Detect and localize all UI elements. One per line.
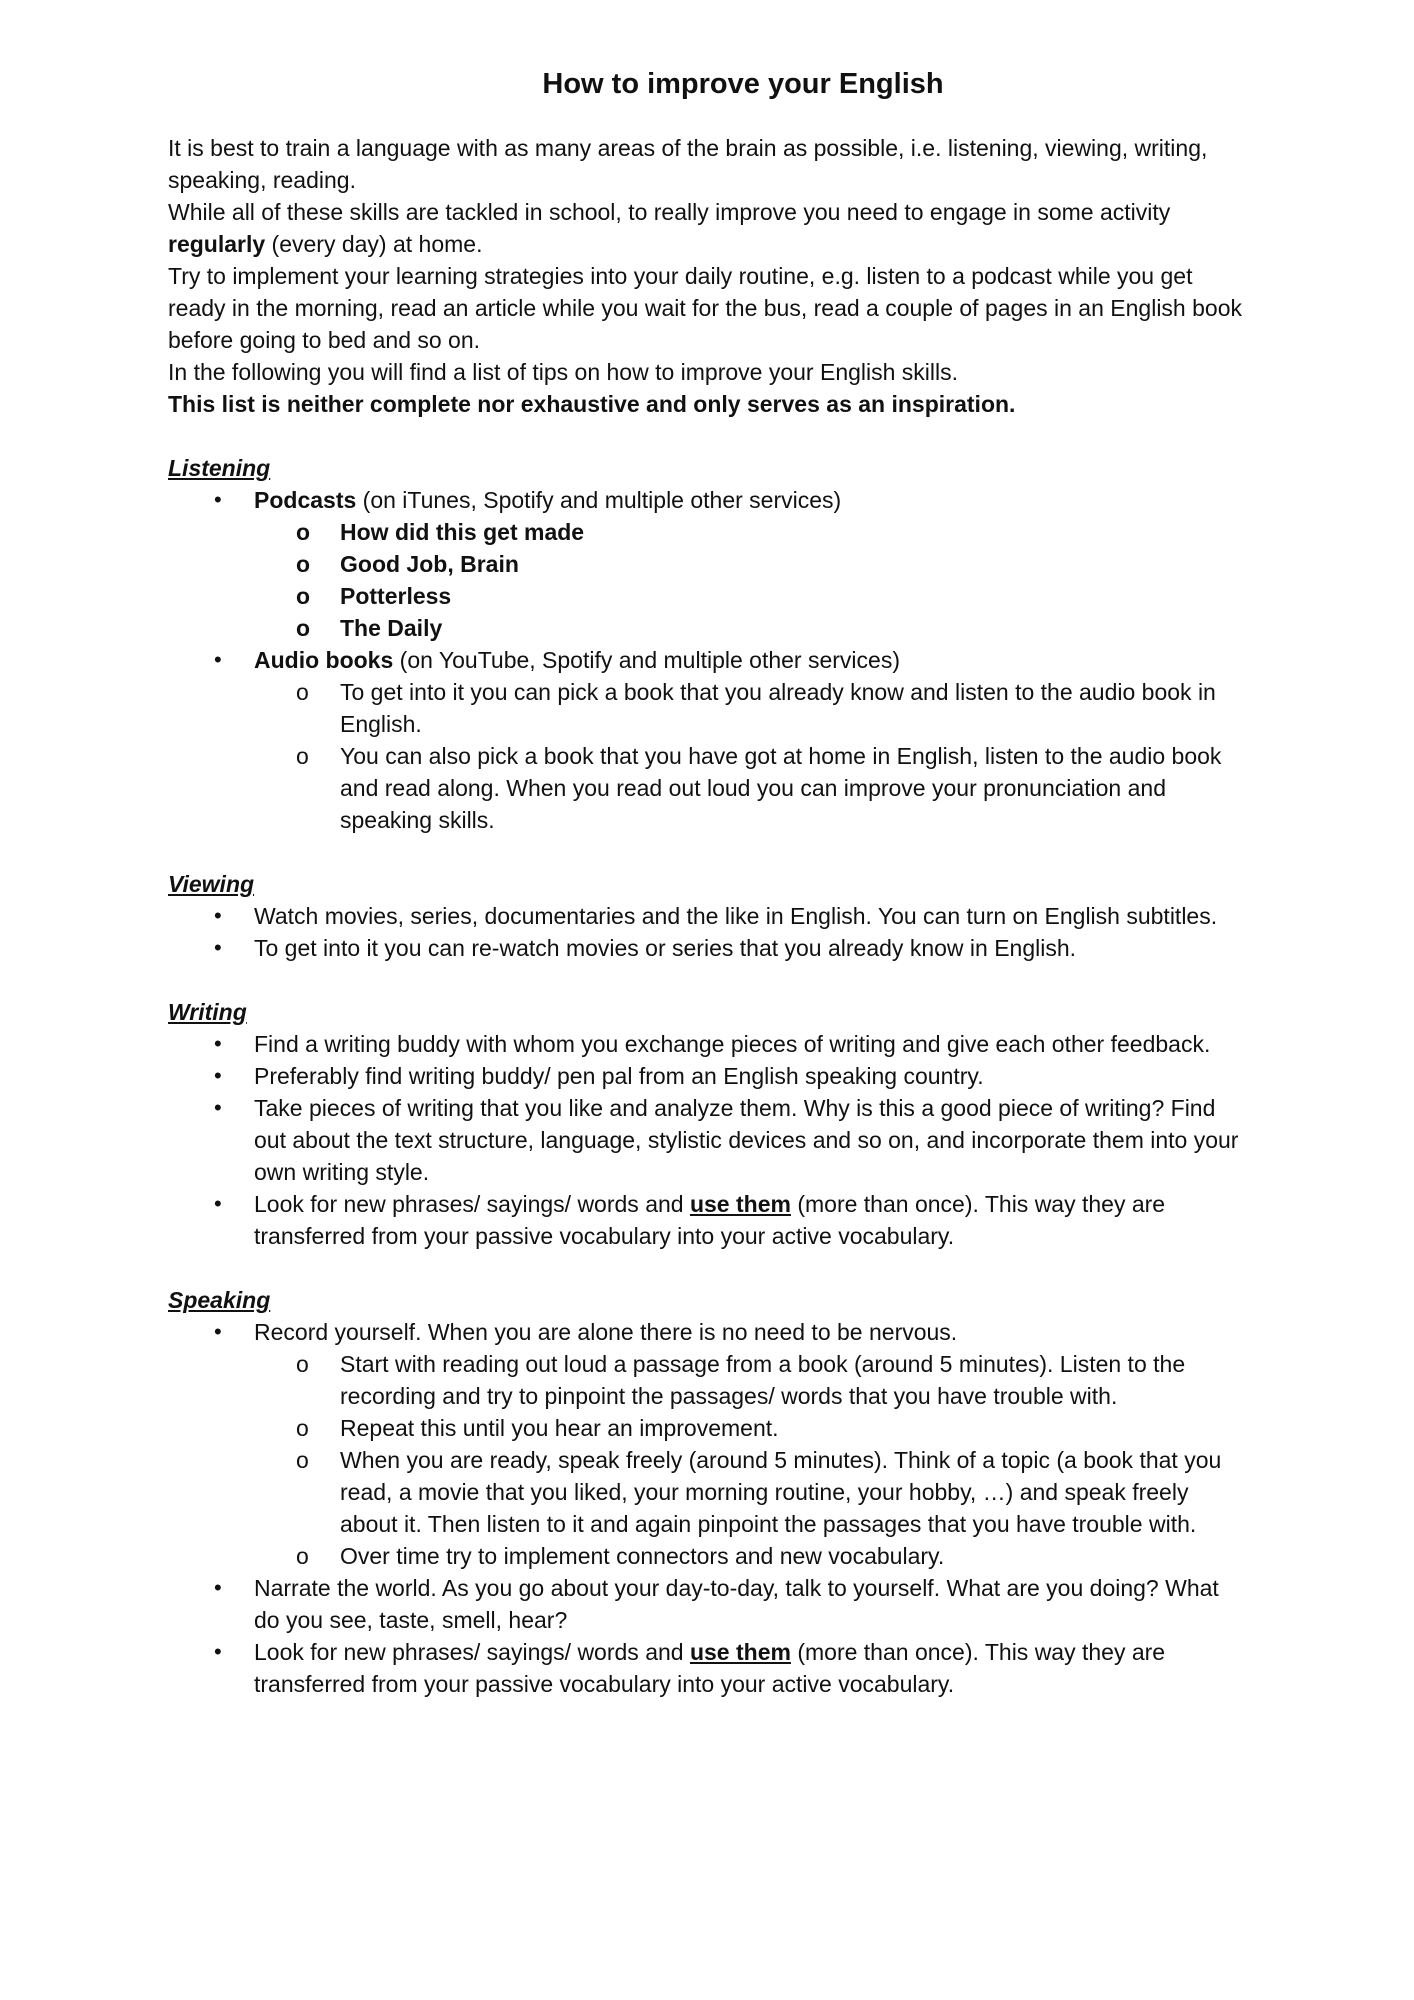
intro-disclaimer: This list is neither complete nor exhaustive and only serves as an inspiration. (168, 391, 1016, 417)
list-item (168, 1316, 1248, 1572)
intro-line: In the following you will find a list of tips on how to improve your English skills. (168, 359, 959, 385)
list-item: • Narrate the world. As you go about your day-to-day, talk to yourself. What are you doing? What do you see, taste, smell, hear? (168, 1572, 1248, 1636)
item-text: Look for new phrases/ sayings/ words and (254, 1191, 690, 1217)
podcast-item: o The Daily (254, 612, 1248, 644)
item-label: Podcasts (254, 487, 357, 513)
sub-list (254, 516, 1248, 644)
list-item (168, 1188, 1248, 1252)
page-title: How to improve your English (542, 68, 944, 100)
list-item: • Preferably find writing buddy/ pen pal from an English speaking country. (168, 1060, 1248, 1092)
document-page (168, 66, 1248, 1700)
sub-list (254, 1348, 1248, 1572)
intro-text: While all of these skills are tackled in school, to really improve you need to engage in some activity (168, 199, 1171, 225)
item-text: Look for new phrases/ sayings/ words and (254, 1639, 690, 1665)
podcast-item: o Good Job, Brain (254, 548, 1248, 580)
sub-item: o Over time try to implement connectors and new vocabulary. (254, 1540, 1248, 1572)
section-writing (168, 996, 1248, 1252)
section-heading: Viewing (168, 871, 255, 897)
sub-item: o Repeat this until you hear an improvement. (254, 1412, 1248, 1444)
list-item: • To get into it you can re-watch movies or series that you already know in English. (168, 932, 1248, 964)
list-item (168, 484, 1248, 644)
section-heading: Writing (168, 999, 247, 1025)
item-text: (more than once). This way they are transferred from your passive vocabulary into your active vocabulary. (254, 1191, 1166, 1249)
intro-line (168, 196, 1248, 260)
emphasis: use them (689, 1191, 791, 1217)
intro-bold: regularly (168, 231, 266, 257)
sub-item: o Start with reading out loud a passage from a book (around 5 minutes). Listen to the recording and try to pinpoint the passages/ words that you have trouble with. (254, 1348, 1248, 1412)
section-heading: Speaking (168, 1287, 271, 1313)
bullet-list (168, 484, 1248, 836)
item-text: Record yourself. When you are alone there is no need to be nervous. (254, 1319, 958, 1345)
section-viewing (168, 868, 1248, 964)
list-item (168, 644, 1248, 836)
list-item: • Take pieces of writing that you like and analyze them. Why is this a good piece of writing? Find out about the text structure, language, stylistic devices and so on, and incorporate them into your own writing style. (168, 1092, 1248, 1188)
intro-text: (every day) at home. (265, 231, 483, 257)
podcast-item: o Potterless (254, 580, 1248, 612)
section-listening (168, 452, 1248, 836)
item-text: (more than once). This way they are transferred from your passive vocabulary into your active vocabulary. (254, 1639, 1166, 1697)
bullet-list (168, 900, 1248, 964)
podcast-item: o How did this get made (254, 516, 1248, 548)
bullet-list (168, 1028, 1248, 1252)
section-speaking (168, 1284, 1248, 1700)
item-text: (on YouTube, Spotify and multiple other services) (393, 647, 900, 673)
sub-item: o To get into it you can pick a book that you already know and listen to the audio book in English. (254, 676, 1248, 740)
item-label: Audio books (254, 647, 394, 673)
sub-item: o You can also pick a book that you have got at home in English, listen to the audio book and read along. When you read out loud you can improve your pronunciation and speaking skills. (254, 740, 1248, 836)
emphasis: use them (689, 1639, 791, 1665)
list-item (168, 1636, 1248, 1700)
sub-item: o When you are ready, speak freely (around 5 minutes). Think of a topic (a book that you read, a movie that you liked, your morning routine, your hobby, …) and speak freely about it. Then listen to it and again pinpoint the passages that you have trouble with. (254, 1444, 1248, 1540)
list-item: • Find a writing buddy with whom you exchange pieces of writing and give each other feedback. (168, 1028, 1248, 1060)
list-item: • Watch movies, series, documentaries and the like in English. You can turn on English subtitles. (168, 900, 1248, 932)
sub-list (254, 676, 1248, 836)
section-heading: Listening (168, 455, 271, 481)
item-text: (on iTunes, Spotify and multiple other services) (356, 487, 842, 513)
intro (168, 132, 1248, 420)
intro-line: It is best to train a language with as many areas of the brain as possible, i.e. listening, viewing, writing, speaking, reading. (168, 135, 1208, 193)
bullet-list (168, 1316, 1248, 1700)
intro-line: Try to implement your learning strategies into your daily routine, e.g. listen to a podcast while you get ready in the morning, read an article while you wait for the bus, read a couple of pages in an English book before going to bed and so on. (168, 263, 1242, 353)
